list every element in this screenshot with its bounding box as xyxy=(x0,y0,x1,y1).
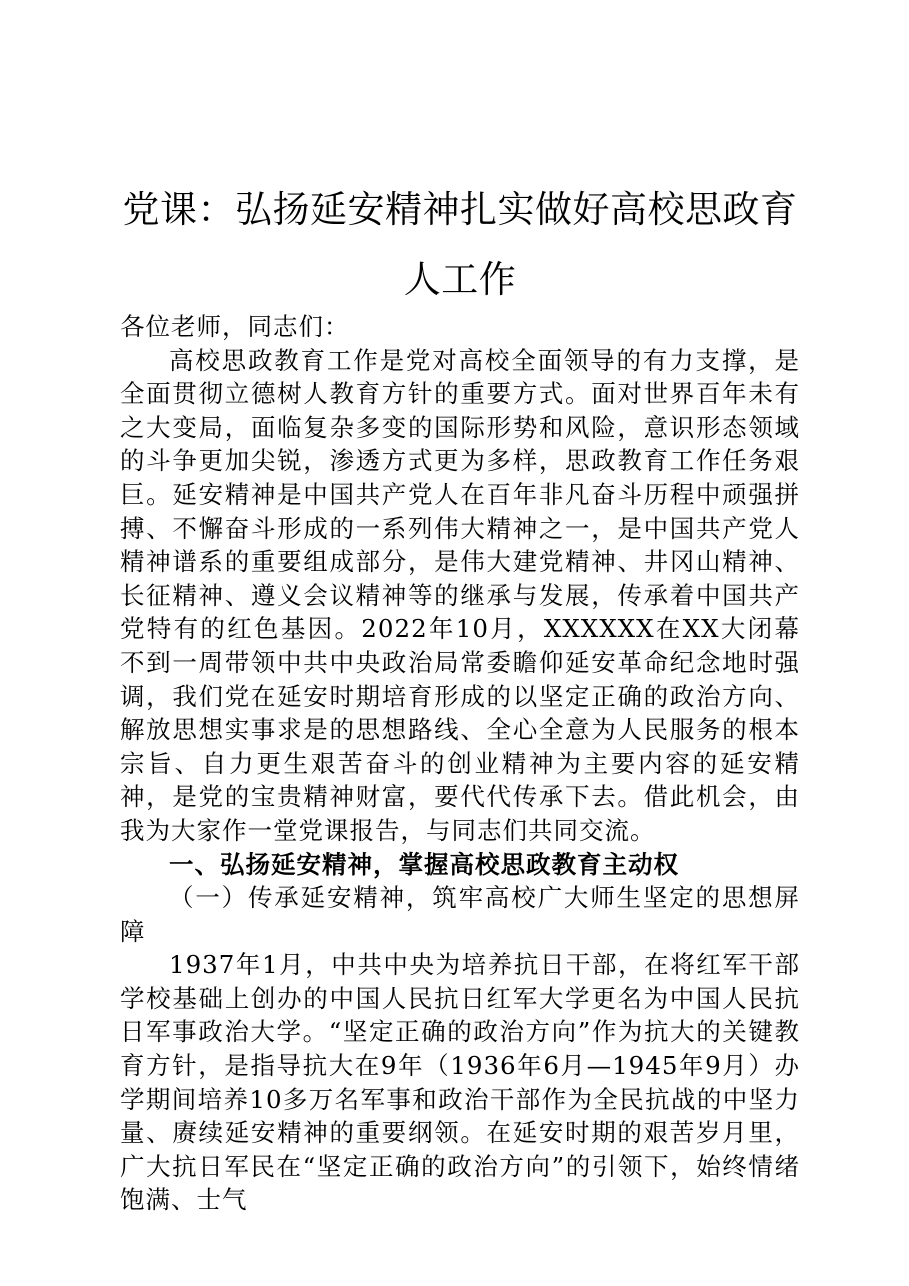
document-title: 党课：弘扬延安精神扎实做好高校思政育人工作 xyxy=(122,187,798,301)
salutation: 各位老师，同志们： xyxy=(120,312,350,341)
paragraph: 高校思政教育工作是党对高校全面领导的有力支撑，是全面贯彻立德树人教育方针的重要方式。面对世界百年未有之大变局，面临复杂多变的国际形势和风险，意识形态领域的斗争更加尖锐，渗透方式更为多样，思政教育工作任务艰巨。延安精神是中国共产党人在百年非凡奋斗历程中顽强拼搏、不懈奋斗形成的一系列伟大精神之一，是中国共产党人精神谱系的重要组成部分，是伟大建党精神、井冈山精神、长征精神、遵义会议精神等的继承与发展，传承着中国共产党特有的红色基因。2022年10月，XXXXXX在XX大闭幕不到一周带领中共中央政治局常委瞻仰延安革命纪念地时强调，我们党在延安时期培育形成的以坚定正确的政治方向、解放思想实事求是的思想路线、全心全意为人民服务的根本宗旨、自力更生艰苦奋斗的创业精神为主要内容的延安精神，是党的宝贵精神财富，要代代传承下去。借此机会，由我为大家作一堂党课报告，与同志们共同交流。 xyxy=(120,345,800,845)
paragraph: 1937年1月，中共中央为培养抗日干部，在将红军干部学校基础上创办的中国人民抗日红军大学更名为中国人民抗日军事政治大学。“坚定正确的政治方向”作为抗大的关键教育方针，是指导抗大在9年（1936年6月—1945年9月）办学期间培养10多万名军事和政治干部作为全民抗战的中坚力量、赓续延安精神的重要纲领。在延安时期的艰苦岁月里，广大抗日军民在“坚定正确的政治方向”的引领下，始终情绪饱满、士气 xyxy=(120,950,800,1215)
section-heading: 一、弘扬延安精神，掌握高校思政教育主动权 xyxy=(169,849,679,879)
subsection-heading: （一）传承延安精神，筑牢高校广大师生坚定的思想屏障 xyxy=(120,883,800,946)
document-body xyxy=(120,310,800,1217)
